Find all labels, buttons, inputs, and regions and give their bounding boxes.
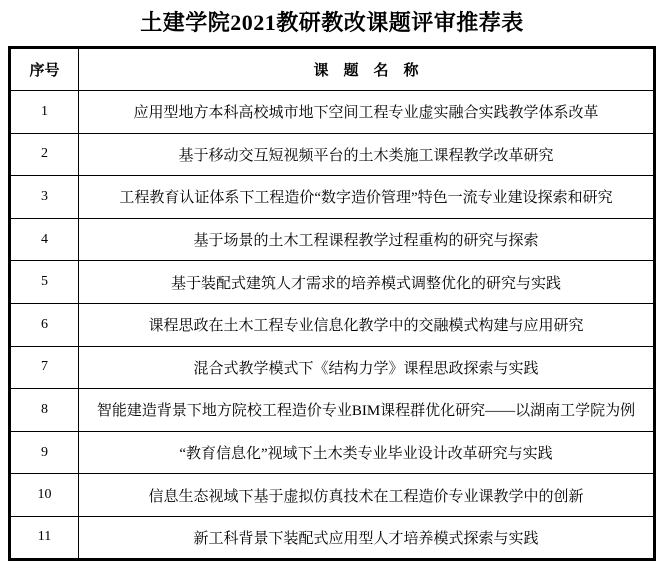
row-number-cell: 3 — [10, 176, 79, 219]
topic-name-cell: 工程教育认证体系下工程造价“数字造价管理”特色一流专业建设探索和研究 — [79, 176, 655, 219]
row-number-cell: 10 — [10, 474, 79, 517]
table-row — [10, 261, 655, 304]
table-row — [10, 431, 655, 474]
table-row — [10, 516, 655, 559]
topic-name-cell: “教育信息化”视域下土木类专业毕业设计改革研究与实践 — [79, 431, 655, 474]
row-number-cell: 8 — [10, 389, 79, 432]
table-row — [10, 176, 655, 219]
table-row — [10, 218, 655, 261]
table-row — [10, 91, 655, 134]
table-row — [10, 303, 655, 346]
topic-name-cell: 课程思政在土木工程专业信息化教学中的交融模式构建与应用研究 — [79, 303, 655, 346]
topic-name-cell: 应用型地方本科高校城市地下空间工程专业虚实融合实践教学体系改革 — [79, 91, 655, 134]
row-number-cell: 6 — [10, 303, 79, 346]
topic-name-cell: 信息生态视域下基于虚拟仿真技术在工程造价专业课教学中的创新 — [79, 474, 655, 517]
table-row — [10, 346, 655, 389]
row-number-cell: 11 — [10, 516, 79, 559]
header-cell-topic-name: 课 题 名 称 — [79, 48, 655, 91]
header-cell-serial-number: 序号 — [10, 48, 79, 91]
topic-name-cell: 基于移动交互短视频平台的土木类施工课程教学改革研究 — [79, 133, 655, 176]
topic-name-cell: 基于装配式建筑人才需求的培养模式调整优化的研究与实践 — [79, 261, 655, 304]
table-row — [10, 133, 655, 176]
row-number-cell: 5 — [10, 261, 79, 304]
row-number-cell: 2 — [10, 133, 79, 176]
row-number-cell: 4 — [10, 218, 79, 261]
table-row — [10, 389, 655, 432]
row-number-cell: 7 — [10, 346, 79, 389]
table-header-row — [10, 48, 655, 91]
topic-name-cell: 混合式教学模式下《结构力学》课程思政探索与实践 — [79, 346, 655, 389]
recommendation-table — [8, 46, 656, 561]
page-title: 土建学院2021教研教改课题评审推荐表 — [140, 10, 524, 35]
table-body — [10, 91, 655, 560]
row-number-cell: 1 — [10, 91, 79, 134]
table-row — [10, 474, 655, 517]
topic-name-cell: 智能建造背景下地方院校工程造价专业BIM课程群优化研究——以湖南工学院为例 — [79, 389, 655, 432]
topic-name-cell: 新工科背景下装配式应用型人才培养模式探索与实践 — [79, 516, 655, 559]
row-number-cell: 9 — [10, 431, 79, 474]
topic-name-cell: 基于场景的土木工程课程教学过程重构的研究与探索 — [79, 218, 655, 261]
